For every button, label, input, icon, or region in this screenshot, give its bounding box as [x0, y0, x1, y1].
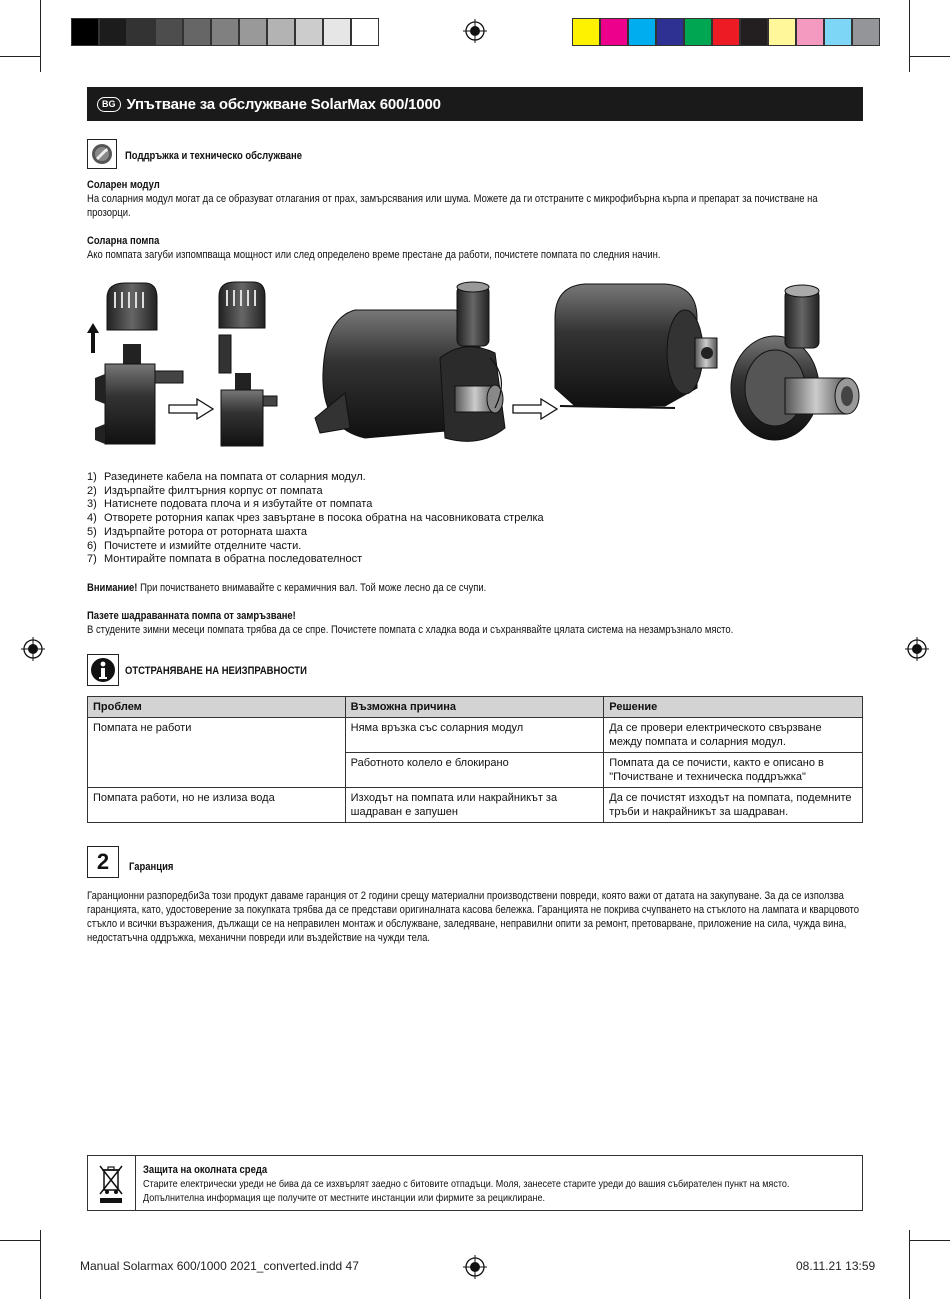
registration-mark-icon: [21, 637, 45, 661]
list-item: [87, 471, 544, 485]
color-swatch: [155, 18, 183, 46]
color-swatch: [323, 18, 351, 46]
rotor-cover-figure: [731, 285, 859, 440]
color-swatch: [183, 18, 211, 46]
color-swatch: [852, 18, 880, 46]
color-swatch: [796, 18, 824, 46]
solution-cell: Помпата да се почисти, както е описано в "Почистване и техническа поддръжка": [604, 753, 863, 788]
filter-housing-figure-1: [87, 283, 183, 444]
frost-title: Пазете шадраванната помпа от замръзване!: [87, 610, 296, 622]
step-text: Разединете кабела на помпата от соларния модул.: [104, 471, 366, 483]
column-header-solution: Решение: [604, 697, 863, 718]
frost-text: В студените зимни месеци помпата трябва да се спре. Почистете помпата с хладка вода и съхранявайте цялата система на незамръзнало място.: [87, 624, 734, 636]
list-item: [87, 485, 544, 499]
crossed-bin-icon: [98, 1164, 124, 1204]
step-text: Почистете и измийте отделните части.: [104, 539, 302, 552]
table-row: [88, 788, 863, 823]
color-swatch: [628, 18, 656, 46]
cause-cell: Работното колело е блокирано: [345, 753, 604, 788]
motor-housing-figure: [555, 284, 717, 408]
filter-housing-figure-2: [219, 282, 277, 446]
color-swatch: [600, 18, 628, 46]
page-title-bar: [87, 87, 863, 121]
page-title: Упътване за обслужване SolarMax 600/1000: [126, 95, 441, 113]
step-number: 2): [87, 484, 97, 497]
troubleshooting-table: [87, 696, 863, 823]
section-heading-maintenance: Поддръжка и техническо обслужване: [125, 150, 303, 162]
list-item: [87, 512, 544, 526]
wrench-icon: [87, 139, 117, 169]
warning-note: [87, 581, 486, 595]
color-swatch: [656, 18, 684, 46]
warranty-number: 2: [96, 849, 110, 874]
footer-date: 08.11.21 13:59: [796, 1259, 876, 1273]
step-text: Натиснете подовата плоча и я избутайте от помпата: [104, 498, 373, 511]
table-header-row: [88, 697, 863, 718]
solar-pump-text: Ако помпата загуби изпомпваща мощност или след определено време престане да работи, почистете помпата по следния начин.: [87, 249, 661, 261]
color-swatch: [71, 18, 99, 46]
registration-mark-icon: [463, 19, 487, 43]
color-swatch: [211, 18, 239, 46]
list-item: [87, 526, 544, 540]
list-item: [87, 498, 544, 512]
list-item: [87, 540, 544, 554]
problem-cell: Помпата работи, но не излиза вода: [88, 788, 346, 823]
step-text: Монтирайте помпата в обратна последователност: [104, 553, 363, 566]
color-swatch: [239, 18, 267, 46]
step-number: 6): [87, 539, 97, 552]
step-number: 5): [87, 525, 97, 538]
registration-mark-icon: [905, 637, 929, 661]
environment-notice-box: [87, 1155, 863, 1211]
color-swatch: [295, 18, 323, 46]
step-text: Издърпайте филтърния корпус от помпата: [104, 484, 323, 497]
color-swatch: [99, 18, 127, 46]
warning-text: При почистването внимавайте с керамичния вал. Той може лесно да се счупи.: [137, 582, 487, 594]
step-number: 1): [87, 471, 97, 483]
solar-pump-title: Соларна помпа: [87, 235, 160, 247]
step-text: Издърпайте ротора от роторната шахта: [104, 525, 308, 538]
step-number: 7): [87, 553, 97, 566]
section-heading-troubleshooting: ОТСТРАНЯВАНЕ НА НЕИЗПРАВНОСТИ: [125, 665, 307, 677]
color-swatch: [768, 18, 796, 46]
environment-title: Защита на околната среда: [143, 1164, 268, 1176]
divider: [135, 1156, 136, 1210]
step-text: Отворете роторния капак чрез завъртане в посока обратна на часовниковата стрелка: [104, 512, 544, 525]
color-swatch: [684, 18, 712, 46]
environment-text: Старите електрически уреди не бива да се изхвърлят заедно с битовите отпадъци. Моля, занесете старите уреди до вашия събирателен пункт на място. Допълнителна информация ще получите от местните инстанции или фирмите за рециклиране.: [143, 1178, 790, 1204]
registration-mark-icon: [463, 1255, 487, 1279]
color-swatch: [127, 18, 155, 46]
step-number: 3): [87, 498, 97, 511]
solar-module-title: Соларен модул: [87, 179, 160, 191]
section-heading-warranty: Гаранция: [129, 861, 174, 873]
solution-cell: Да се провери електрическото свързване между помпата и соларния модул.: [604, 718, 863, 753]
solution-cell: Да се почистят изходът на помпата, подемните тръби и накрайникът за шадраван.: [604, 788, 863, 823]
color-swatch: [712, 18, 740, 46]
solar-module-text: На соларния модул могат да се образуват отлагания от прах, замърсявания или шума. Можете да ги отстраните с микрофибърна кърпа и препарат за почистване на прозорци.: [87, 193, 818, 219]
warranty-text: Гаранционни разпоредбиЗа този продукт даваме гаранция от 2 години срещу материални производствени повреди, която важи от датата на закупуване. За да се използва гаранцията, като, удостоверение за покупката трябва да се представи оригиналната касова бележка. Гаранцията не покрива счупването на стъклото на лампата и кварцовото стъкло и всички възражения, дължащи се на неправилен монтаж и обслужване, заледяване, неправилни опити за ремонт, претоварване, приложение на сила, чужда вина, недостатъчна оддръжка, механични повреди или въздействие на чужди тела.: [87, 890, 860, 944]
problem-cell: Помпата не работи: [88, 718, 346, 788]
color-swatch: [572, 18, 600, 46]
cause-cell: Няма връзка със соларния модул: [345, 718, 604, 753]
pump-body-figure: [315, 282, 505, 441]
column-header-cause: Възможна причина: [345, 697, 604, 718]
warranty-number-icon: [87, 846, 119, 878]
table-row: [88, 718, 863, 753]
step-number: 4): [87, 512, 97, 525]
language-badge: BG: [97, 97, 121, 112]
color-swatch: [267, 18, 295, 46]
list-item: [87, 553, 544, 567]
color-swatch: [824, 18, 852, 46]
color-swatch: [740, 18, 768, 46]
color-swatch: [351, 18, 379, 46]
info-icon: [87, 654, 119, 686]
footer-file-name: Manual Solarmax 600/1000 2021_converted.indd 47: [80, 1259, 359, 1273]
column-header-problem: Проблем: [88, 697, 346, 718]
cause-cell: Изходът на помпата или накрайникът за шадраван е запушен: [345, 788, 604, 823]
cleaning-steps-list: [87, 471, 544, 567]
warning-label: Внимание!: [87, 582, 138, 594]
pump-disassembly-illustration: [85, 278, 865, 458]
